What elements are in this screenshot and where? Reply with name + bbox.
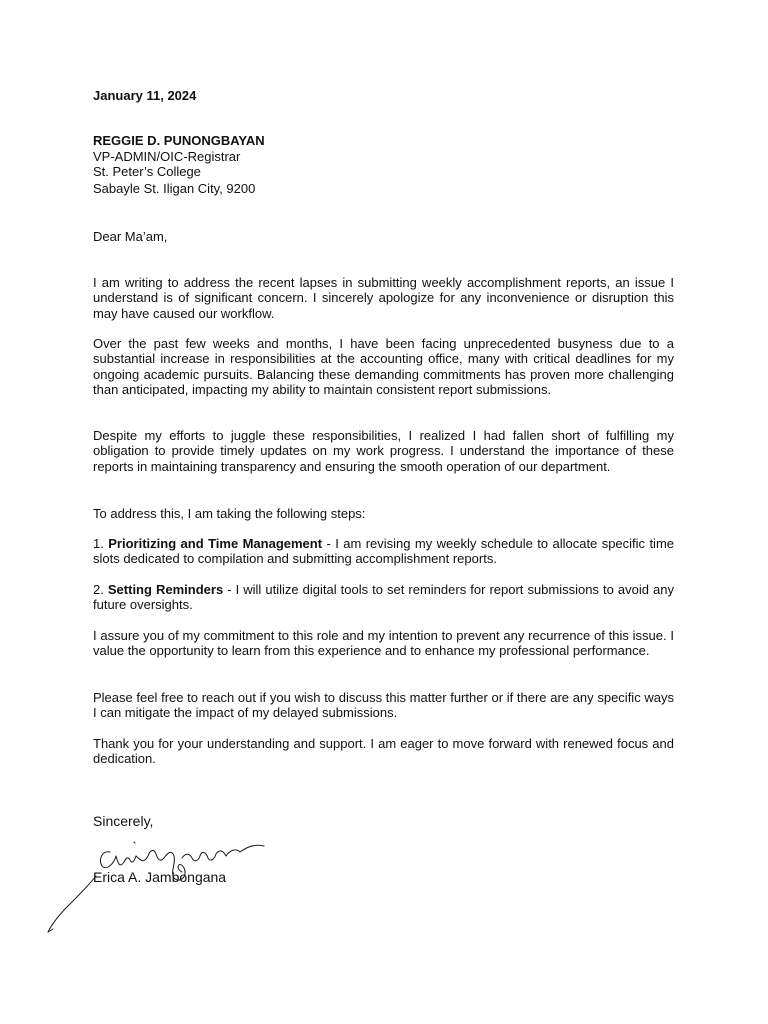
body-paragraph-7: Thank you for your understanding and support. I am eager to move forward with renewed focus and dedication. bbox=[93, 736, 674, 767]
step-item-2 bbox=[93, 582, 674, 613]
recipient-institution: St. Peter’s College bbox=[93, 164, 201, 179]
handwritten-signature bbox=[44, 838, 266, 936]
body-paragraph-5: I assure you of my commitment to this role and my intention to prevent any recurrence of this issue. I value the opportunity to learn from this experience and to enhance my professional performance. bbox=[93, 628, 674, 659]
step-text: - I will utilize digital tools to set reminders for report submissions to avoid any future oversights. bbox=[93, 582, 674, 613]
valediction: Sincerely, bbox=[93, 813, 154, 829]
step-number: 2. bbox=[93, 582, 104, 597]
step-heading: Prioritizing and Time Management bbox=[108, 536, 323, 551]
recipient-title: VP-ADMIN/OIC-Registrar bbox=[93, 149, 241, 164]
letter-date: January 11, 2024 bbox=[93, 88, 197, 103]
step-number: 1. bbox=[93, 536, 104, 551]
step-heading: Setting Reminders bbox=[107, 582, 224, 597]
recipient-name: REGGIE D. PUNONGBAYAN bbox=[93, 133, 265, 148]
body-paragraph-3: Despite my efforts to juggle these responsibilities, I realized I had fallen short of fulfilling my obligation to provide timely updates on my work progress. I understand the importance of these reports in maintaining transparency and ensuring the smooth operation of our department. bbox=[93, 428, 674, 474]
step-text: - I am revising my weekly schedule to allocate specific time slots dedicated to compilation and submitting accomplishment reports. bbox=[93, 536, 675, 567]
body-paragraph-1: I am writing to address the recent lapses in submitting weekly accomplishment reports, an issue I understand is of significant concern. I sincerely apologize for any inconvenience or disruption this may have caused our workflow. bbox=[93, 275, 674, 321]
salutation: Dear Ma’am, bbox=[93, 229, 168, 244]
step-item-1 bbox=[93, 536, 674, 567]
signatory-name: Erica A. Jambongana bbox=[93, 869, 227, 885]
body-paragraph-2: Over the past few weeks and months, I have been facing unprecedented busyness due to a substantial increase in responsibilities at the accounting office, many with critical deadlines for my ongoing academic pursuits. Balancing these demanding commitments has proven more challenging than anticipated, impacting my ability to maintain consistent report submissions. bbox=[93, 336, 674, 397]
recipient-address: Sabayle St. Iligan City, 9200 bbox=[93, 181, 256, 196]
body-paragraph-6: Please feel free to reach out if you wish to discuss this matter further or if there are any specific ways I can mitigate the impact of my delayed submissions. bbox=[93, 690, 674, 721]
body-paragraph-4: To address this, I am taking the following steps: bbox=[93, 506, 366, 521]
